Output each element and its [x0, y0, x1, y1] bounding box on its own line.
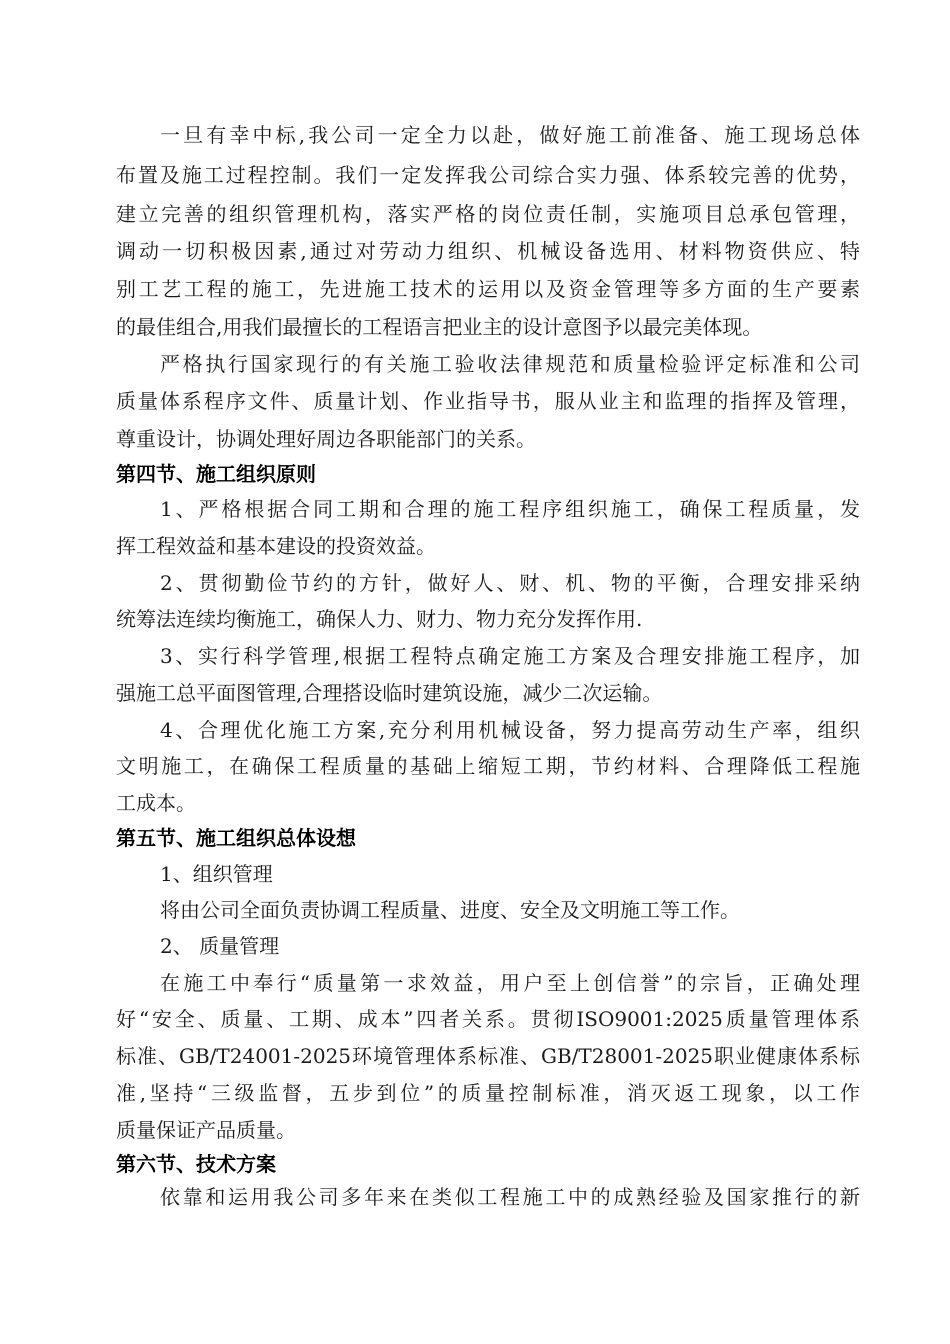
paragraph-line: 工成本。 — [116, 791, 196, 815]
section-heading: 第五节、施工组织总体设想 — [116, 826, 356, 850]
paragraph-line: 统筹法连续均衡施工，确保人力、财力、物力充分发挥作用. — [116, 607, 643, 631]
subsection-label: 1、组织管理 — [160, 862, 273, 886]
paragraph-line: 1、严格根据合同工期和合理的施工程序组织施工，确保工程质量，发 — [160, 497, 860, 521]
paragraph-line: 别工艺工程的施工，先进施工技术的运用以及资金管理等多方面的生产要素 — [116, 277, 860, 301]
paragraph-line: 依靠和运用我公司多年来在类似工程施工中的成熟经验及国家推行的新 — [160, 1185, 860, 1209]
paragraph-line: 尊重设计，协调处理好周边各职能部门的关系。 — [116, 427, 536, 451]
paragraph-line: 质量体系程序文件、质量计划、作业指导书，服从业主和监理的指挥及管理， — [116, 389, 860, 413]
paragraph-line: 调动一切积极因素,通过对劳动力组织、机械设备选用、材料物资供应、特 — [116, 239, 860, 263]
paragraph-line: 好“安全、质量、工期、成本”四者关系。贯彻ISO9001:2025质量管理体系 — [116, 1007, 860, 1031]
paragraph-line: 准,坚持“三级监督，五步到位”的质量控制标准，消灭返工现象，以工作 — [116, 1081, 860, 1105]
paragraph-line: 严格执行国家现行的有关施工验收法律规范和质量检验评定标准和公司 — [160, 352, 860, 376]
paragraph-line: 强施工总平面图管理,合理搭设临时建筑设施，减少二次运输。 — [116, 681, 663, 705]
paragraph-line: 在施工中奉行“质量第一求效益，用户至上创信誉”的宗旨，正确处理 — [160, 971, 860, 995]
paragraph-line: 质量保证产品质量。 — [116, 1118, 296, 1142]
paragraph-line: 标准、GB/T24001-2025环境管理体系标准、GB/T28001-2025职业健康体系标 — [116, 1044, 860, 1068]
paragraph-line: 文明施工，在确保工程质量的基础上缩短工期，节约材料、合理降低工程施 — [116, 754, 860, 778]
section-heading: 第四节、施工组织原则 — [116, 462, 316, 486]
subsection-label: 2、 质量管理 — [160, 934, 280, 958]
section-heading: 第六节、技术方案 — [116, 1152, 276, 1176]
paragraph-line: 2、贯彻勤俭节约的方针，做好人、财、机、物的平衡，合理安排采纳 — [160, 571, 860, 595]
paragraph-line: 4、合理优化施工方案,充分利用机械设备，努力提高劳动生产率，组织 — [160, 718, 860, 742]
paragraph-line: 挥工程效益和基本建设的投资效益。 — [116, 534, 436, 558]
paragraph-line: 布置及施工过程控制。我们一定发挥我公司综合实力强、体系较完善的优势， — [116, 163, 860, 187]
paragraph-line: 将由公司全面负责协调工程质量、进度、安全及文明施工等工作。 — [160, 898, 740, 922]
paragraph-line: 3、实行科学管理,根据工程特点确定施工方案及合理安排施工程序，加 — [160, 644, 860, 668]
paragraph-line: 的最佳组合,用我们最擅长的工程语言把业主的设计意图予以最完美体现。 — [116, 315, 763, 339]
paragraph-line: 一旦有幸中标,我公司一定全力以赴，做好施工前准备、施工现场总体 — [160, 123, 860, 147]
paragraph-line: 建立完善的组织管理机构，落实严格的岗位责任制，实施项目总承包管理， — [116, 202, 860, 226]
